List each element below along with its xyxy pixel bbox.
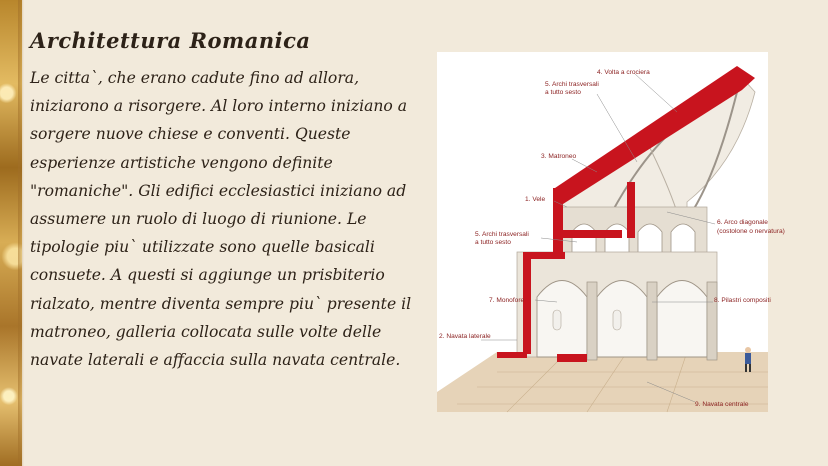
church-cutaway-illustration [437,52,785,412]
label-archi-trasversali-top: 5. Archi trasversali [545,81,599,88]
label-navata-centrale: 9. Navata centrale [695,401,749,408]
gold-foil-shadow [18,0,24,466]
label-pilastri-compositi: 8. Pilastri compositi [714,297,771,304]
label-navata-laterale: 2. Navata laterale [439,333,491,340]
label-archi-trasversali-low: 5. Archi trasversali [475,231,529,238]
label-vele: 1. Vele [525,196,546,203]
label-arco-diagonale-sub: (costolone o nervatura) [717,228,785,235]
romanesque-church-diagram [437,52,785,412]
label-arco-diagonale: 6. Arco diagonale [717,219,768,226]
arcade-arches [537,281,707,358]
slide-paragraph: Le citta`, che erano cadute fino ad allora, iniziarono a risorgere. Al loro interno iniziano a sorgere nuove chiese e conventi. Queste esperienze artistiche vengono definite "romaniche". Gli edifici ecclesiastici iniziano ad assumere un ruolo di luogo di riunione. Le tipologie piu` utilizzate sono quelle basicali consuete. A questi si aggiunge un prisbiterio rialzato, mentre diventa sempre piu` presente il matroneo, galleria collocata sulle volte delle navate laterali e affaccia sulla navata centrale. [30,69,412,370]
label-archi-trasversali-top-sub: a tutto sesto [545,89,581,96]
label-matroneo: 3. Matroneo [541,153,577,160]
label-volta-a-crociera: 4. Volta a crociera [597,69,650,76]
label-monofore: 7. Monofore [489,297,525,304]
slide-title: Architettura Romanica [30,28,311,53]
label-archi-trasversali-low-sub: a tutto sesto [475,239,511,246]
